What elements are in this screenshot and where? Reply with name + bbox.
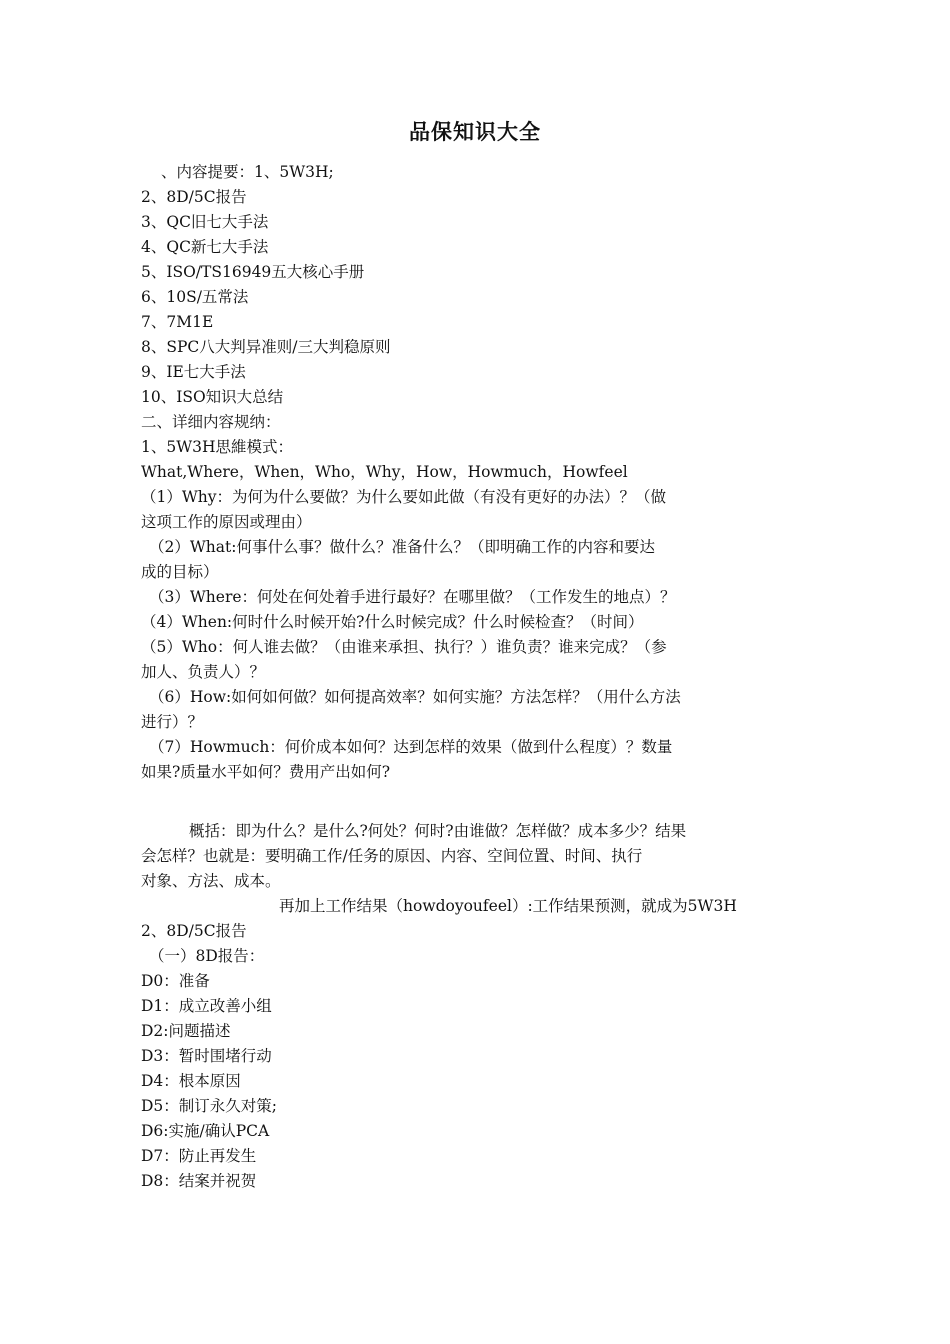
text-line: 3、QC旧七大手法 (141, 213, 269, 231)
text-line: D2:问题描述 (141, 1022, 231, 1040)
text-line: 、内容提要：1、5W3H; (161, 163, 334, 181)
text-line: 成的目标） (141, 563, 219, 581)
text-line: （6）How:如何如何做？如何提高效率？如何实施？方法怎样？（用什么方法 (149, 688, 681, 706)
text-line: D3：暂时围堵行动 (141, 1047, 272, 1065)
text-line: D8：结案并祝贺 (141, 1172, 257, 1190)
text-line: 会怎样？也就是：要明确工作/任务的原因、内容、空间位置、时间、执行 (141, 847, 643, 865)
document-title: 品保知识大全 (409, 120, 541, 144)
text-line: 1、5W3H思維模式： (141, 438, 294, 456)
text-line: 7、7M1E (141, 313, 214, 331)
text-line: 进行）？ (141, 713, 204, 731)
text-line: D1：成立改善小组 (141, 997, 272, 1015)
text-line: 9、IE七大手法 (141, 363, 246, 381)
text-line: （3）Where：何处在何处着手进行最好？在哪里做？（工作发生的地点）？ (149, 588, 676, 606)
text-line: （7）Howmuch：何价成本如何？达到怎样的效果（做到什么程度）？数量 (149, 738, 673, 756)
text-line: 10、ISO知识大总结 (141, 388, 284, 406)
blank-line (141, 785, 821, 819)
text-line: 再加上工作结果（howdoyoufeel）:工作结果预测，就成为5W3H (279, 897, 737, 915)
text-line: 8、SPC八大判异准则/三大判稳原则 (141, 338, 391, 356)
document-body (141, 160, 821, 1194)
text-line: （4）When:何时什么时候开始?什么时候完成？什么时候检查？（时间） (141, 613, 644, 631)
text-line: D7：防止再发生 (141, 1147, 257, 1165)
text-line: （1）Why：为何为什么要做？为什么要如此做（有没有更好的办法）？（做 (141, 488, 667, 506)
text-line: 概括：即为什么？是什么?何处？何时?由谁做？怎样做？成本多少？结果 (189, 822, 687, 840)
text-line: 6、10S/五常法 (141, 288, 249, 306)
text-line: 5、ISO/TS16949五大核心手册 (141, 263, 365, 281)
text-line: 这项工作的原因或理由） (141, 513, 312, 531)
text-line: 如果?质量水平如何？费用产出如何? (141, 763, 391, 781)
text-line: D0：准备 (141, 972, 210, 990)
text-line: 加人、负责人）？ (141, 663, 266, 681)
text-line: 二、详细内容规纳： (141, 413, 281, 431)
text-line: （一）8D报告： (149, 947, 265, 965)
text-line: 2、8D/5C报告 (141, 188, 247, 206)
text-line: What,Where，When，Who，Why，How，Howmuch，Howfeel (141, 463, 628, 481)
text-line: 2、8D/5C报告 (141, 922, 247, 940)
text-line: 对象、方法、成本。 (141, 872, 281, 890)
text-line: D5：制订永久对策; (141, 1097, 278, 1115)
text-line: （2）What:何事什么事？做什么？准备什么？（即明确工作的内容和要达 (149, 538, 655, 556)
text-line: 4、QC新七大手法 (141, 238, 269, 256)
text-line: D6:实施/确认PCA (141, 1122, 270, 1140)
text-line: D4：根本原因 (141, 1072, 241, 1090)
text-line: （5）Who：何人谁去做？（由谁来承担、执行？）谁负责？谁来完成？（参 (141, 638, 667, 656)
